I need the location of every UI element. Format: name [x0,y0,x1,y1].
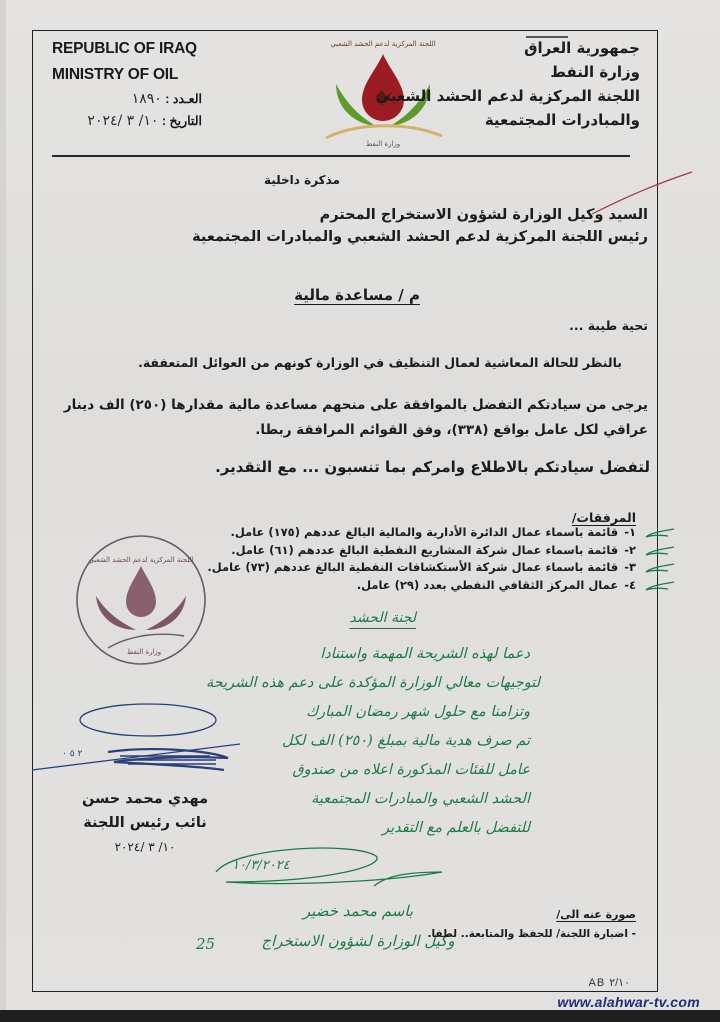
date-value: ١٠/ ٣ /٢٠٢٤ [87,113,159,129]
handwritten-heading: لجنة الحشد [349,610,416,626]
committee-label-ar-2: والمبادرات المجتمعية [484,111,640,129]
watermark-link[interactable]: www.alahwar-tv.com [557,994,700,1010]
svg-text:وزارة النفط: وزارة النفط [365,140,401,148]
addressee-line-2: رئيس اللجنة المركزية لدعم الحشد الشعبي والمبادرات المجتمعية [192,229,648,245]
svg-text:اللجنة المركزية لدعم الحشد الش: اللجنة المركزية لدعم الحشد الشعبي [330,40,436,48]
copy-to-item: - اضبارة اللجنة/ للحفظ والمتابعة.. لطفا. [427,928,636,940]
footer-code: AB ٢/١٠ [588,977,630,989]
closing-line: لتفضل سيادتكم بالاطلاع وامركم بما تنسبون ... مع التقدير. [215,458,650,476]
addressee [192,204,648,248]
handwritten-signer-title: وكيل الوزارة لشؤون الاستخراج [261,932,455,950]
green-checkmark-icon [642,562,676,574]
attachment-item [207,542,636,560]
attachment-number: ٤- [624,577,636,592]
svg-text:وزارة النفط: وزارة النفط [126,648,162,656]
header-arabic [376,36,640,132]
attachment-text: قائمة باسماء عمال شركة الأستكشافات النفطية البالغ عددهم (٧٣) عامل. [207,560,619,574]
attachment-number: ٢- [624,542,636,557]
attachment-number: ١- [624,525,636,539]
signatory-title: نائب رئيس اللجنة [83,815,207,831]
attachments-list [207,524,636,594]
green-checkmark-icon [642,527,676,539]
attachments-title: المرفقات/ [571,510,636,525]
attachment-text: عمال المركز الثقافي النفطي بعدد (٢٩) عامل. [356,577,619,592]
committee-label-ar: اللجنة المركزية لدعم الحشد الشعبي [375,87,640,105]
republic-label: REPUBLIC OF IRAQ [52,40,197,57]
reference-date [52,108,202,134]
handwritten-signer-name: باسم محمد خضير [302,902,414,920]
svg-text:٢ ٥ ٠: ٢ ٥ ٠ [62,749,83,759]
attachment-text: قائمة باسماء عمال شركة المشاريع النفطية البالغ عددهم (٦١) عامل. [231,542,619,557]
attachment-text: قائمة باسماء عمال الدائرة الأدارية والمالية البالغ عددهم (١٧٥) عامل. [230,525,619,539]
attachment-item [207,559,636,577]
greeting: تحية طيبة ... [569,318,648,333]
handwritten-line: لتوجيهات معالي الوزارة المؤكدة على دعم هذه الشريحة [205,675,540,691]
signatory-name: مهدي محمد حسن [81,791,209,807]
attachment-number: ٣- [624,560,636,574]
attachment-item [207,577,636,595]
handwritten-line: الحشد الشعبي والمبادرات المجتمعية [311,791,530,807]
memo-type: مذكرة داخلية [263,173,340,187]
header-divider [52,155,630,157]
ministry-label: MINISTRY OF OIL [52,66,179,83]
svg-text:اللجنة المركزية لدعم الحشد الش: اللجنة المركزية لدعم الحشد الشعبي [88,556,194,564]
green-checkmark-icon [642,545,676,557]
handwritten-line: دعما لهذه الشريحة المهمة واستنادا [320,646,530,662]
scan-edge-shadow [0,1010,720,1022]
number-label: العـدد : [165,92,202,106]
attachment-item [207,524,636,542]
paragraph-2: يرجى من سيادتكم التفضل بالموافقة على منحهم مساعدة مالية مقدارها (٢٥٠) الف دينار عراقي لكل عامل بواقع (٣٣٨)، وفق القوائم المرافقة ربطا. [63,397,648,438]
handwritten-signer [208,896,508,956]
handwritten-initials: 25 [196,935,216,953]
handwritten-line: عامل للفئات المذكورة اعلاه من صندوق [292,762,530,778]
number-value: ١٨٩٠ [131,91,162,107]
addressee-line-1: السيد وكيل الوزارة لشؤون الاستخراج المحترم [319,207,648,223]
subject-line: م / مساعدة مالية [294,286,420,304]
paragraph-1: بالنظر للحالة المعاشية لعمال التنظيف في الوزارة كونهم من العوائل المتعففة. [138,355,622,370]
copy-to-title: صورة عنه الى/ [556,908,636,921]
ministry-label-ar: وزارة النفط [550,63,640,81]
green-checkmark-icon [642,580,676,592]
handwritten-approval-note [110,640,540,843]
signatory-date: ١٠/ ٣ /٢٠٢٤ [114,840,176,854]
republic-label-ar: جمهورية العراق [524,39,640,57]
header-english [52,36,202,134]
handwritten-line: وتزامنا مع حلول شهر رمضان المبارك [306,704,530,720]
handwritten-line: تم صرف هدية مالية بمبلغ (٢٥٠) الف لكل [282,733,530,749]
handwritten-line: للتفضل بالعلم مع التقدير [382,820,530,836]
handwritten-date: ١٠/٣/٢٠٢٤ [232,858,290,873]
date-label: التاريخ : [161,114,202,128]
